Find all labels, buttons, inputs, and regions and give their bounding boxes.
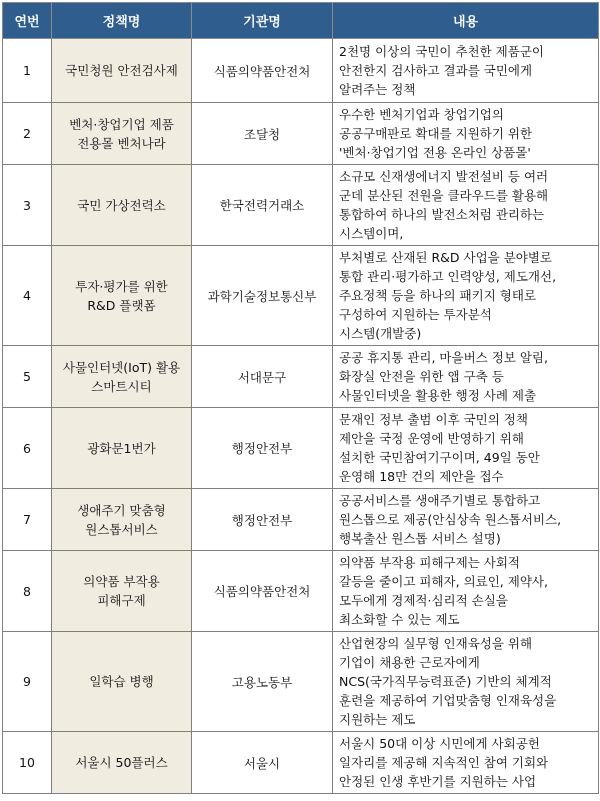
- content-line: 모두에게 경제적·심리적 손실을: [339, 593, 508, 608]
- content-line: 제안을 국정 운영에 반영하기 위해: [339, 431, 524, 446]
- content-line: 부처별로 산재된 R&D 사업을 분야별로: [339, 250, 553, 265]
- content-line: 기업이 채용한 근로자에게: [339, 655, 480, 670]
- policy-name-line: 광화문1번가: [87, 440, 156, 456]
- policy-name-line: 국민 가상전력소: [77, 197, 166, 213]
- policy-name-cell: [52, 103, 192, 165]
- row-number: 10: [3, 732, 52, 794]
- policy-name-cell: [52, 165, 192, 246]
- content-line: 알려주는 정책: [339, 82, 416, 97]
- content-line: 통합 관리·평가하고 인력양성, 제도개선,: [339, 269, 557, 284]
- row-number: 8: [3, 551, 52, 632]
- content-line: 공공 휴지통 관리, 마을버스 정보 알림,: [339, 350, 548, 365]
- table-row: [3, 551, 599, 632]
- content-line: '벤처·창업기업 전용 온라인 상품몰': [339, 145, 531, 160]
- row-number: 7: [3, 489, 52, 551]
- table-row: [3, 165, 599, 246]
- content-line: 산업현장의 실무형 인재육성을 위해: [339, 636, 533, 651]
- row-number: 1: [3, 39, 52, 103]
- content-line: 원스톱으로 제공(안심상속 원스톱서비스,: [339, 512, 562, 527]
- content-line: 우수한 벤처기업과 창업기업의: [339, 107, 504, 122]
- policy-name-cell: [52, 551, 192, 632]
- content-cell: [333, 346, 599, 408]
- content-line: 행복출산 원스톱 서비스 설명): [339, 531, 501, 546]
- content-cell: [333, 103, 599, 165]
- policy-name-line: 스마트시티: [91, 378, 152, 394]
- policy-name-cell: [52, 246, 192, 346]
- policy-name-line: 서울시 50플러스: [75, 755, 168, 770]
- table-row: [3, 632, 599, 732]
- table-row: [3, 346, 599, 408]
- content-line: 안정된 인생 후반기를 지원하는 사업: [339, 774, 537, 789]
- header-agency: 기관명: [192, 3, 333, 39]
- row-number: 5: [3, 346, 52, 408]
- policy-name-line: 투자·평가를 위한: [75, 278, 168, 294]
- content-cell: [333, 732, 599, 794]
- content-line: 군데 분산된 전원을 클라우드를 활용해: [339, 188, 549, 203]
- content-cell: [333, 551, 599, 632]
- table-header-row: [3, 3, 599, 39]
- header-content: 내용: [333, 3, 599, 39]
- content-line: 공공서비스를 생애주기별로 통합하고: [339, 493, 541, 508]
- agency-cell: 고용노동부: [192, 632, 333, 732]
- policy-name-line: 피해구제: [97, 593, 146, 608]
- content-line: 설치한 국민참여기구이며, 49일 동안: [339, 450, 540, 465]
- content-line: 서울시 50대 이상 시민에게 사회공헌: [339, 736, 540, 751]
- content-line: 시스템이며,: [339, 226, 404, 241]
- table-row: [3, 39, 599, 103]
- table-row: [3, 246, 599, 346]
- agency-cell: 식품의약품안전처: [192, 39, 333, 103]
- row-number: 9: [3, 632, 52, 732]
- policy-name-cell: [52, 346, 192, 408]
- table-row: [3, 489, 599, 551]
- agency-cell: 과학기술정보통신부: [192, 246, 333, 346]
- content-cell: [333, 489, 599, 551]
- policy-table: [2, 2, 599, 794]
- policy-name-cell: [52, 489, 192, 551]
- table-row: [3, 103, 599, 165]
- agency-cell: 행정안전부: [192, 408, 333, 489]
- content-line: 공공구매판로 확대를 지원하기 위한: [339, 126, 533, 141]
- agency-cell: 행정안전부: [192, 489, 333, 551]
- policy-name-line: 사물인터넷(IoT) 활용: [62, 359, 181, 375]
- policy-name-line: 일학습 병행: [89, 674, 154, 689]
- policy-name-line: 의약품 부작용: [83, 574, 160, 589]
- policy-name-cell: [52, 408, 192, 489]
- content-line: 사물인터넷을 활용한 행정 사례 제출: [339, 388, 537, 403]
- content-line: 주요정책 등을 하나의 패키지 형태로: [339, 288, 537, 303]
- content-line: 시스템(개발중): [339, 326, 422, 341]
- header-num: 연번: [3, 3, 52, 39]
- agency-cell: 식품의약품안전처: [192, 551, 333, 632]
- policy-name-line: 원스톱서비스: [85, 521, 158, 537]
- content-line: 구성하여 지원하는 투자분석: [339, 307, 492, 322]
- agency-cell: 조달청: [192, 103, 333, 165]
- header-policy-name: 정책명: [52, 3, 192, 39]
- policy-name-line: 국민청원 안전검사제: [65, 63, 178, 78]
- content-line: 2천명 이상의 국민이 추천한 제품군이: [339, 44, 544, 59]
- content-line: 화장실 안전을 위한 앱 구축 등: [339, 369, 504, 384]
- content-cell: [333, 408, 599, 489]
- content-line: 통합하여 하나의 발전소처럼 관리하는: [339, 207, 545, 222]
- content-line: 일자리를 제공해 지속적인 참여 기회와: [339, 755, 549, 770]
- content-line: 지원하는 제도: [339, 712, 416, 727]
- content-cell: [333, 39, 599, 103]
- content-line: 운영해 18만 건의 제안을 접수: [339, 469, 504, 484]
- row-number: 2: [3, 103, 52, 165]
- content-line: 갈등을 줄이고 피해자, 의료인, 제약사,: [339, 574, 548, 589]
- policy-name-line: R&D 플랫폼: [87, 297, 156, 313]
- policy-name-cell: [52, 632, 192, 732]
- content-line: 안전한지 검사하고 결과를 국민에게: [339, 63, 533, 78]
- policy-name-line: 벤처·창업기업 제품: [69, 116, 174, 132]
- content-line: 문재인 정부 출범 이후 국민의 정책: [339, 412, 528, 427]
- content-cell: [333, 246, 599, 346]
- policy-name-cell: [52, 732, 192, 794]
- content-cell: [333, 165, 599, 246]
- row-number: 3: [3, 165, 52, 246]
- row-number: 4: [3, 246, 52, 346]
- content-line: NCS(국가직무능력표준) 기반의 체계적: [339, 674, 552, 689]
- content-line: 훈련을 제공하여 기업맞춤형 인재육성을: [339, 693, 557, 708]
- agency-cell: 서울시: [192, 732, 333, 794]
- policy-name-line: 전용몰 벤처나라: [77, 135, 166, 151]
- agency-cell: 한국전력거래소: [192, 165, 333, 246]
- policy-name-line: 생애주기 맞춤형: [77, 502, 166, 518]
- content-line: 의약품 부작용 피해구제는 사회적: [339, 555, 520, 570]
- table-row: [3, 408, 599, 489]
- table-row: [3, 732, 599, 794]
- content-line: 소규모 신재생에너지 발전설비 등 여러: [339, 169, 549, 184]
- agency-cell: 서대문구: [192, 346, 333, 408]
- content-line: 최소화할 수 있는 제도: [339, 612, 460, 627]
- row-number: 6: [3, 408, 52, 489]
- policy-name-cell: [52, 39, 192, 103]
- content-cell: [333, 632, 599, 732]
